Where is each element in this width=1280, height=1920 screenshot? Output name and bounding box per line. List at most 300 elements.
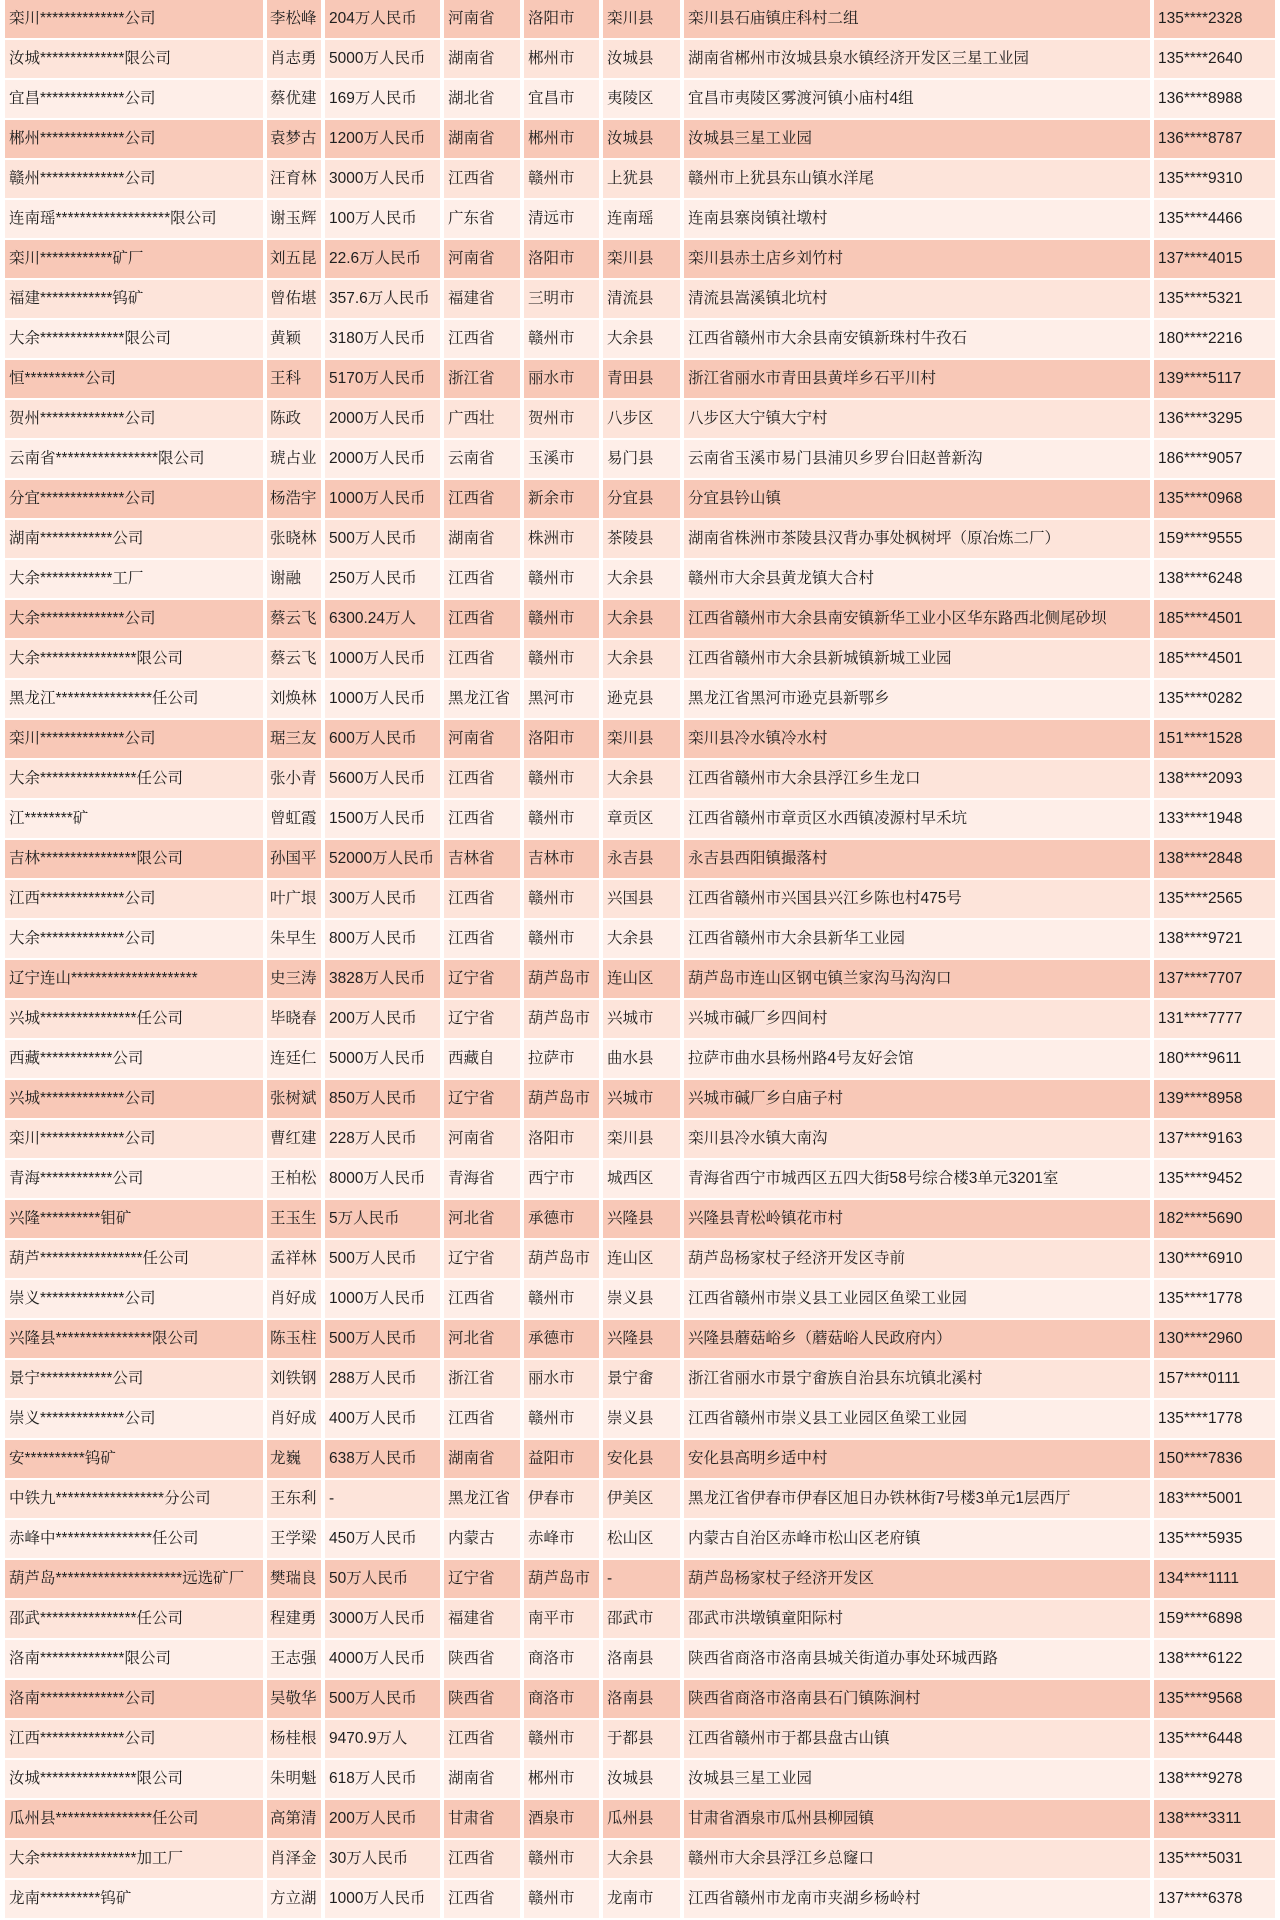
registered-capital-cell: 52000万人民币 [325,840,440,878]
company-name-cell: 大余****************加工厂 [5,1840,263,1878]
county-cell: 崇义县 [603,1400,680,1438]
province-cell: 青海省 [444,1160,520,1198]
city-cell: 葫芦岛市 [524,1240,599,1278]
city-cell: 赣州市 [524,640,599,678]
table-row [5,560,1275,600]
province-cell: 云南省 [444,440,520,478]
county-cell: 龙南市 [603,1880,680,1918]
company-name-cell: 栾川**************公司 [5,720,263,758]
city-cell: 葫芦岛市 [524,960,599,998]
legal-person-cell: 曾佑堪 [267,280,321,318]
phone-cell: 135****9310 [1154,160,1275,198]
phone-cell: 138****2848 [1154,840,1275,878]
legal-person-cell: 王东利 [267,1480,321,1518]
company-name-cell: 兴城****************任公司 [5,1000,263,1038]
address-cell: 江西省赣州市大余县新华工业园 [684,920,1150,958]
registered-capital-cell: 9470.9万人 [325,1720,440,1758]
table-row [5,1720,1275,1760]
phone-cell: 150****7836 [1154,1440,1275,1478]
registered-capital-cell: 1000万人民币 [325,680,440,718]
city-cell: 承德市 [524,1200,599,1238]
address-cell: 连南县寨岗镇社墩村 [684,200,1150,238]
province-cell: 西藏自 [444,1040,520,1078]
data-table [5,0,1275,1920]
legal-person-cell: 陈政 [267,400,321,438]
legal-person-cell: 刘五昆 [267,240,321,278]
city-cell: 清远市 [524,200,599,238]
table-row [5,280,1275,320]
registered-capital-cell: 6300.24万人 [325,600,440,638]
table-row [5,1160,1275,1200]
phone-cell: 180****9611 [1154,1040,1275,1078]
company-name-cell: 汝城****************限公司 [5,1760,263,1798]
phone-cell: 135****9452 [1154,1160,1275,1198]
table-row [5,1480,1275,1520]
registered-capital-cell: 2000万人民币 [325,440,440,478]
company-name-cell: 福建************钨矿 [5,280,263,318]
city-cell: 赣州市 [524,880,599,918]
table-row [5,1840,1275,1880]
company-name-cell: 栾川**************公司 [5,1120,263,1158]
province-cell: 江西省 [444,800,520,838]
city-cell: 新余市 [524,480,599,518]
phone-cell: 136****8988 [1154,80,1275,118]
address-cell: 八步区大宁镇大宁村 [684,400,1150,438]
city-cell: 赣州市 [524,1280,599,1318]
phone-cell: 135****9568 [1154,1680,1275,1718]
province-cell: 江西省 [444,600,520,638]
address-cell: 江西省赣州市大余县新城镇新城工业园 [684,640,1150,678]
registered-capital-cell: 850万人民币 [325,1080,440,1118]
registered-capital-cell: 1200万人民币 [325,120,440,158]
company-name-cell: 崇义**************公司 [5,1280,263,1318]
registered-capital-cell: 500万人民币 [325,1680,440,1718]
registered-capital-cell: 4000万人民币 [325,1640,440,1678]
province-cell: 福建省 [444,280,520,318]
county-cell: 上犹县 [603,160,680,198]
province-cell: 河南省 [444,240,520,278]
legal-person-cell: 曾虹霞 [267,800,321,838]
city-cell: 商洛市 [524,1680,599,1718]
legal-person-cell: 方立湖 [267,1880,321,1918]
legal-person-cell: 王学梁 [267,1520,321,1558]
province-cell: 河南省 [444,720,520,758]
registered-capital-cell: 1500万人民币 [325,800,440,838]
legal-person-cell: 王科 [267,360,321,398]
legal-person-cell: 蔡云飞 [267,640,321,678]
county-cell: 兴城市 [603,1000,680,1038]
county-cell: 大余县 [603,920,680,958]
city-cell: 三明市 [524,280,599,318]
phone-cell: 135****2640 [1154,40,1275,78]
county-cell: 瓜州县 [603,1800,680,1838]
phone-cell: 135****2328 [1154,0,1275,38]
province-cell: 湖南省 [444,520,520,558]
province-cell: 江西省 [444,880,520,918]
county-cell: 大余县 [603,600,680,638]
legal-person-cell: 张树斌 [267,1080,321,1118]
city-cell: 丽水市 [524,360,599,398]
table-row [5,1880,1275,1920]
registered-capital-cell: 288万人民币 [325,1360,440,1398]
company-name-cell: 洛南**************公司 [5,1680,263,1718]
city-cell: 西宁市 [524,1160,599,1198]
address-cell: 浙江省丽水市景宁畲族自治县东坑镇北溪村 [684,1360,1150,1398]
phone-cell: 136****3295 [1154,400,1275,438]
table-row [5,80,1275,120]
address-cell: 陕西省商洛市洛南县石门镇陈涧村 [684,1680,1150,1718]
table-row [5,1560,1275,1600]
address-cell: 葫芦岛市连山区钢屯镇兰家沟马沟沟口 [684,960,1150,998]
address-cell: 江西省赣州市大余县南安镇新珠村牛孜石 [684,320,1150,358]
table-row [5,800,1275,840]
address-cell: 邵武市洪墩镇童阳际村 [684,1600,1150,1638]
registered-capital-cell: 300万人民币 [325,880,440,918]
city-cell: 赣州市 [524,1880,599,1918]
province-cell: 江西省 [444,480,520,518]
county-cell: 于都县 [603,1720,680,1758]
city-cell: 郴州市 [524,1760,599,1798]
address-cell: 赣州市上犹县东山镇水洋尾 [684,160,1150,198]
province-cell: 湖北省 [444,80,520,118]
address-cell: 江西省赣州市于都县盘古山镇 [684,1720,1150,1758]
address-cell: 江西省赣州市章贡区水西镇凌源村早禾坑 [684,800,1150,838]
county-cell: 伊美区 [603,1480,680,1518]
address-cell: 赣州市大余县浮江乡总窿口 [684,1840,1150,1878]
city-cell: 洛阳市 [524,240,599,278]
address-cell: 栾川县赤土店乡刘竹村 [684,240,1150,278]
county-cell: 连南瑶 [603,200,680,238]
province-cell: 辽宁省 [444,1560,520,1598]
phone-cell: 135****0282 [1154,680,1275,718]
legal-person-cell: 朱明魁 [267,1760,321,1798]
legal-person-cell: 王志强 [267,1640,321,1678]
county-cell: 曲水县 [603,1040,680,1078]
province-cell: 湖南省 [444,40,520,78]
company-name-cell: 黑龙江****************任公司 [5,680,263,718]
registered-capital-cell: 200万人民币 [325,1000,440,1038]
legal-person-cell: 高第清 [267,1800,321,1838]
legal-person-cell: 刘焕林 [267,680,321,718]
registered-capital-cell: 1000万人民币 [325,480,440,518]
table-row [5,1640,1275,1680]
phone-cell: 135****2565 [1154,880,1275,918]
province-cell: 河南省 [444,1120,520,1158]
province-cell: 福建省 [444,1600,520,1638]
phone-cell: 185****4501 [1154,600,1275,638]
table-row [5,440,1275,480]
registered-capital-cell: 169万人民币 [325,80,440,118]
company-name-cell: 邵武****************任公司 [5,1600,263,1638]
legal-person-cell: 毕晓春 [267,1000,321,1038]
county-cell: 汝城县 [603,40,680,78]
legal-person-cell: 王玉生 [267,1200,321,1238]
company-name-cell: 兴隆**********钼矿 [5,1200,263,1238]
company-name-cell: 汝城**************限公司 [5,40,263,78]
address-cell: 兴隆县青松岭镇花市村 [684,1200,1150,1238]
city-cell: 赣州市 [524,1720,599,1758]
phone-cell: 135****0968 [1154,480,1275,518]
registered-capital-cell: 500万人民币 [325,520,440,558]
table-row [5,1360,1275,1400]
registered-capital-cell: 638万人民币 [325,1440,440,1478]
phone-cell: 139****5117 [1154,360,1275,398]
registered-capital-cell: 228万人民币 [325,1120,440,1158]
address-cell: 汝城县三星工业园 [684,1760,1150,1798]
county-cell: 兴城市 [603,1080,680,1118]
company-name-cell: 连南瑶*******************限公司 [5,200,263,238]
city-cell: 吉林市 [524,840,599,878]
city-cell: 郴州市 [524,40,599,78]
table-row [5,1600,1275,1640]
registered-capital-cell: 204万人民币 [325,0,440,38]
legal-person-cell: 史三涛 [267,960,321,998]
registered-capital-cell: 500万人民币 [325,1240,440,1278]
table-row [5,1800,1275,1840]
registered-capital-cell: 3828万人民币 [325,960,440,998]
company-name-cell: 兴隆县****************限公司 [5,1320,263,1358]
legal-person-cell: 袁梦古 [267,120,321,158]
phone-cell: 138****2093 [1154,760,1275,798]
table-row [5,680,1275,720]
province-cell: 江西省 [444,640,520,678]
company-name-cell: 赤峰中****************任公司 [5,1520,263,1558]
registered-capital-cell: 100万人民币 [325,200,440,238]
address-cell: 兴隆县蘑菇峪乡（蘑菇峪人民政府内） [684,1320,1150,1358]
registered-capital-cell: 50万人民币 [325,1560,440,1598]
phone-cell: 138****6248 [1154,560,1275,598]
address-cell: 栾川县冷水镇大南沟 [684,1120,1150,1158]
address-cell: 陕西省商洛市洛南县城关街道办事处环城西路 [684,1640,1150,1678]
registered-capital-cell: 3000万人民币 [325,1600,440,1638]
phone-cell: 159****6898 [1154,1600,1275,1638]
legal-person-cell: 连廷仁 [267,1040,321,1078]
legal-person-cell: 叶广垠 [267,880,321,918]
address-cell: 内蒙古自治区赤峰市松山区老府镇 [684,1520,1150,1558]
phone-cell: 186****9057 [1154,440,1275,478]
county-cell: 栾川县 [603,1120,680,1158]
phone-cell: 135****5321 [1154,280,1275,318]
county-cell: 逊克县 [603,680,680,718]
registered-capital-cell: 250万人民币 [325,560,440,598]
phone-cell: 138****3311 [1154,1800,1275,1838]
company-name-cell: 崇义**************公司 [5,1400,263,1438]
table-row [5,1240,1275,1280]
registered-capital-cell: 22.6万人民币 [325,240,440,278]
county-cell: 连山区 [603,960,680,998]
company-name-cell: 瓜州县****************任公司 [5,1800,263,1838]
company-name-cell: 江西**************公司 [5,880,263,918]
phone-cell: 180****2216 [1154,320,1275,358]
county-cell: - [603,1560,680,1598]
province-cell: 黑龙江省 [444,1480,520,1518]
company-name-cell: 吉林****************限公司 [5,840,263,878]
company-name-cell: 中铁九******************分公司 [5,1480,263,1518]
registered-capital-cell: 800万人民币 [325,920,440,958]
address-cell: 兴城市碱厂乡四间村 [684,1000,1150,1038]
county-cell: 茶陵县 [603,520,680,558]
address-cell: 江西省赣州市龙南市夹湖乡杨岭村 [684,1880,1150,1918]
legal-person-cell: 蔡云飞 [267,600,321,638]
address-cell: 赣州市大余县黄龙镇大合村 [684,560,1150,598]
legal-person-cell: 刘铁钢 [267,1360,321,1398]
legal-person-cell: 琥占业 [267,440,321,478]
company-name-cell: 郴州**************公司 [5,120,263,158]
company-name-cell: 大余**************公司 [5,920,263,958]
address-cell: 栾川县石庙镇庄科村二组 [684,0,1150,38]
company-name-cell: 湖南************公司 [5,520,263,558]
company-name-cell: 龙南**********钨矿 [5,1880,263,1918]
county-cell: 大余县 [603,560,680,598]
legal-person-cell: 樊瑞良 [267,1560,321,1598]
address-cell: 汝城县三星工业园 [684,120,1150,158]
table-row [5,600,1275,640]
phone-cell: 138****9721 [1154,920,1275,958]
address-cell: 青海省西宁市城西区五四大街58号综合楼3单元3201室 [684,1160,1150,1198]
phone-cell: 135****1778 [1154,1280,1275,1318]
province-cell: 江西省 [444,320,520,358]
registered-capital-cell: 5000万人民币 [325,40,440,78]
table-row [5,840,1275,880]
county-cell: 邵武市 [603,1600,680,1638]
county-cell: 夷陵区 [603,80,680,118]
province-cell: 黑龙江省 [444,680,520,718]
table-row [5,520,1275,560]
county-cell: 汝城县 [603,120,680,158]
legal-person-cell: 肖志勇 [267,40,321,78]
county-cell: 兴隆县 [603,1320,680,1358]
table-row [5,1680,1275,1720]
legal-person-cell: 陈玉柱 [267,1320,321,1358]
address-cell: 安化县高明乡适中村 [684,1440,1150,1478]
phone-cell: 135****6448 [1154,1720,1275,1758]
address-cell: 栾川县冷水镇冷水村 [684,720,1150,758]
address-cell: 拉萨市曲水县杨州路4号友好会馆 [684,1040,1150,1078]
legal-person-cell: 王柏松 [267,1160,321,1198]
province-cell: 浙江省 [444,1360,520,1398]
address-cell: 江西省赣州市兴国县兴江乡陈也村475号 [684,880,1150,918]
table-row [5,1000,1275,1040]
city-cell: 伊春市 [524,1480,599,1518]
table-row [5,1040,1275,1080]
county-cell: 青田县 [603,360,680,398]
city-cell: 葫芦岛市 [524,1080,599,1118]
registered-capital-cell: 357.6万人民币 [325,280,440,318]
legal-person-cell: 龙巍 [267,1440,321,1478]
registered-capital-cell: 1000万人民币 [325,1880,440,1918]
registered-capital-cell: 5170万人民币 [325,360,440,398]
province-cell: 江西省 [444,1840,520,1878]
company-name-cell: 江********矿 [5,800,263,838]
county-cell: 松山区 [603,1520,680,1558]
table-row [5,720,1275,760]
province-cell: 江西省 [444,1880,520,1918]
city-cell: 株洲市 [524,520,599,558]
phone-cell: 182****5690 [1154,1200,1275,1238]
table-row [5,880,1275,920]
table-row [5,240,1275,280]
company-name-cell: 江西**************公司 [5,1720,263,1758]
legal-person-cell: 谢融 [267,560,321,598]
legal-person-cell: 吴敬华 [267,1680,321,1718]
province-cell: 江西省 [444,160,520,198]
address-cell: 兴城市碱厂乡白庙子村 [684,1080,1150,1118]
county-cell: 兴隆县 [603,1200,680,1238]
county-cell: 八步区 [603,400,680,438]
county-cell: 城西区 [603,1160,680,1198]
province-cell: 吉林省 [444,840,520,878]
registered-capital-cell: 3180万人民币 [325,320,440,358]
legal-person-cell: 孟祥林 [267,1240,321,1278]
legal-person-cell: 蔡优建 [267,80,321,118]
province-cell: 河北省 [444,1200,520,1238]
table-row [5,320,1275,360]
province-cell: 湖南省 [444,1760,520,1798]
county-cell: 大余县 [603,1840,680,1878]
phone-cell: 138****9278 [1154,1760,1275,1798]
legal-person-cell: 黄颖 [267,320,321,358]
legal-person-cell: 朱早生 [267,920,321,958]
city-cell: 赣州市 [524,920,599,958]
city-cell: 南平市 [524,1600,599,1638]
address-cell: 黑龙江省黑河市逊克县新鄂乡 [684,680,1150,718]
company-name-cell: 西藏************公司 [5,1040,263,1078]
company-name-cell: 大余****************任公司 [5,760,263,798]
phone-cell: 183****5001 [1154,1480,1275,1518]
table-row [5,480,1275,520]
registered-capital-cell: 8000万人民币 [325,1160,440,1198]
table-row [5,1520,1275,1560]
legal-person-cell: 杨浩宇 [267,480,321,518]
address-cell: 清流县嵩溪镇北坑村 [684,280,1150,318]
registered-capital-cell: 400万人民币 [325,1400,440,1438]
phone-cell: 139****8958 [1154,1080,1275,1118]
province-cell: 湖南省 [444,120,520,158]
phone-cell: 131****7777 [1154,1000,1275,1038]
phone-cell: 137****4015 [1154,240,1275,278]
city-cell: 赣州市 [524,1400,599,1438]
province-cell: 甘肃省 [444,1800,520,1838]
city-cell: 黑河市 [524,680,599,718]
province-cell: 陕西省 [444,1640,520,1678]
province-cell: 辽宁省 [444,960,520,998]
address-cell: 分宜县钤山镇 [684,480,1150,518]
county-cell: 安化县 [603,1440,680,1478]
legal-person-cell: 肖好成 [267,1400,321,1438]
table-row [5,920,1275,960]
registered-capital-cell: 1000万人民币 [325,640,440,678]
registered-capital-cell: 30万人民币 [325,1840,440,1878]
county-cell: 章贡区 [603,800,680,838]
county-cell: 大余县 [603,320,680,358]
table-row [5,160,1275,200]
province-cell: 江西省 [444,760,520,798]
company-name-cell: 赣州**************公司 [5,160,263,198]
city-cell: 洛阳市 [524,720,599,758]
province-cell: 广东省 [444,200,520,238]
legal-person-cell: 孙国平 [267,840,321,878]
city-cell: 赣州市 [524,760,599,798]
company-name-cell: 云南省*****************限公司 [5,440,263,478]
legal-person-cell: 曹红建 [267,1120,321,1158]
company-name-cell: 安**********钨矿 [5,1440,263,1478]
city-cell: 洛阳市 [524,0,599,38]
table-row [5,1320,1275,1360]
province-cell: 陕西省 [444,1680,520,1718]
table-row [5,1440,1275,1480]
phone-cell: 159****9555 [1154,520,1275,558]
company-name-cell: 洛南**************限公司 [5,1640,263,1678]
